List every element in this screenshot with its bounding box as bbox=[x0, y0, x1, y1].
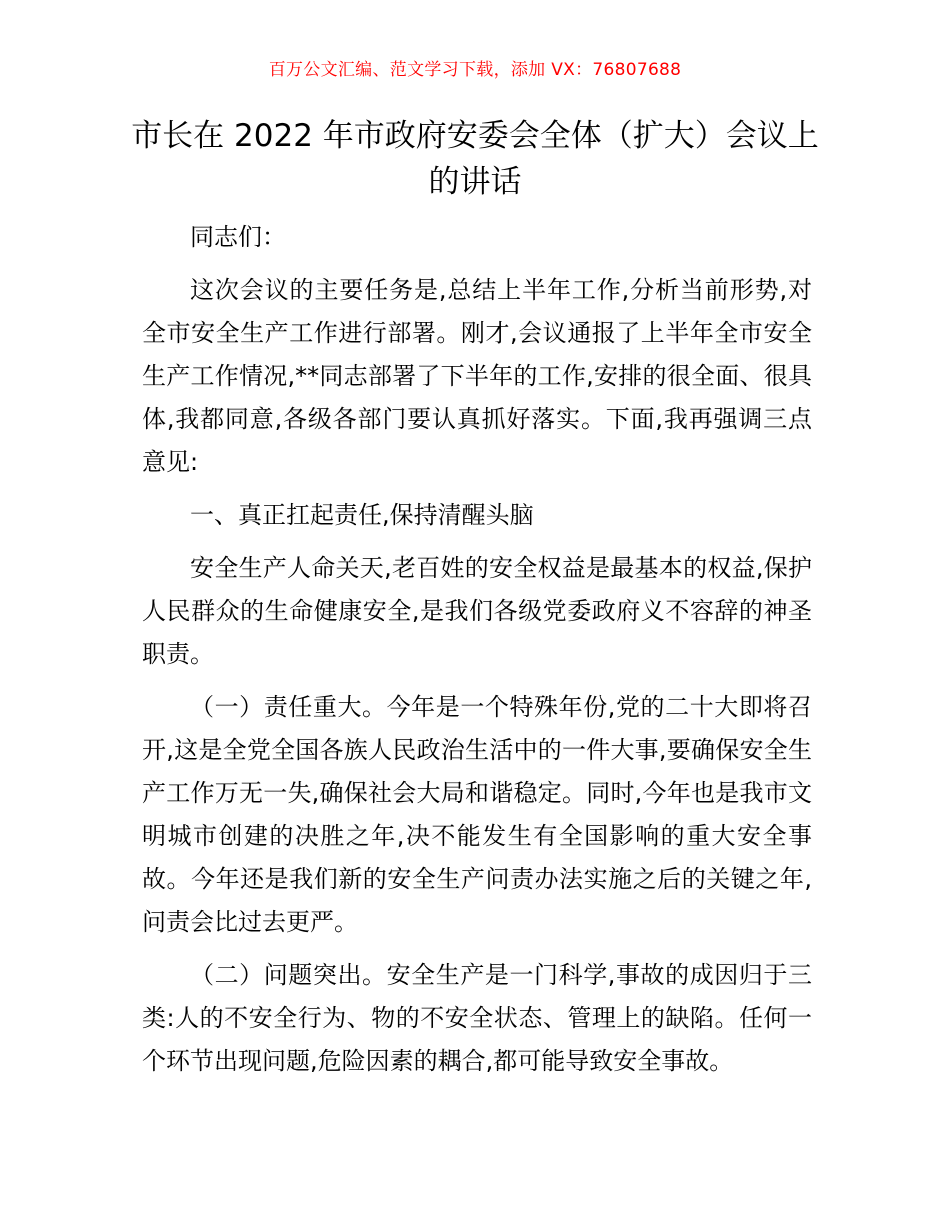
paragraph-section-1: 安全生产人命关天,老百姓的安全权益是最基本的权益,保护人民群众的生命健康安全,是我们各级党委政府义不容辞的神圣职责。 bbox=[142, 554, 812, 668]
section-heading-1: 一、真正扛起责任,保持清醒头脑 bbox=[190, 501, 534, 529]
document-body bbox=[142, 216, 812, 1083]
salutation: 同志们： bbox=[190, 223, 286, 251]
header-watermark-note: 百万公文汇编、范文学习下载，添加 VX：76807688 bbox=[268, 60, 682, 80]
paragraph-point-2: （二）问题突出。安全生产是一门科学,事故的成因归于三类:人的不安全行为、物的不安全状态、管理上的缺陷。任何一个环节出现问题,危险因素的耦合,都可能导致安全事故。 bbox=[142, 961, 812, 1075]
document-title: 市长在 2022 年市政府安委会全体（扩大）会议上的讲话 bbox=[131, 118, 819, 200]
paragraph-intro: 这次会议的主要任务是,总结上半年工作,分析当前形势,对全市安全生产工作进行部署。刚才,会议通报了上半年全市安全生产工作情况,**同志部署了下半年的工作,安排的很全面、很具体,我都同意,各级各部门要认真抓好落实。下面,我再强调三点意见: bbox=[142, 276, 812, 476]
paragraph-point-1: （一）责任重大。今年是一个特殊年份,党的二十大即将召开,这是全党全国各族人民政治生活中的一件大事,要确保安全生产工作万无一失,确保社会大局和谐稳定。同时,今年也是我市文明城市创建的决胜之年,决不能发生有全国影响的重大安全事故。今年还是我们新的安全生产问责办法实施之后的关键之年,问责会比过去更严。 bbox=[142, 693, 812, 936]
